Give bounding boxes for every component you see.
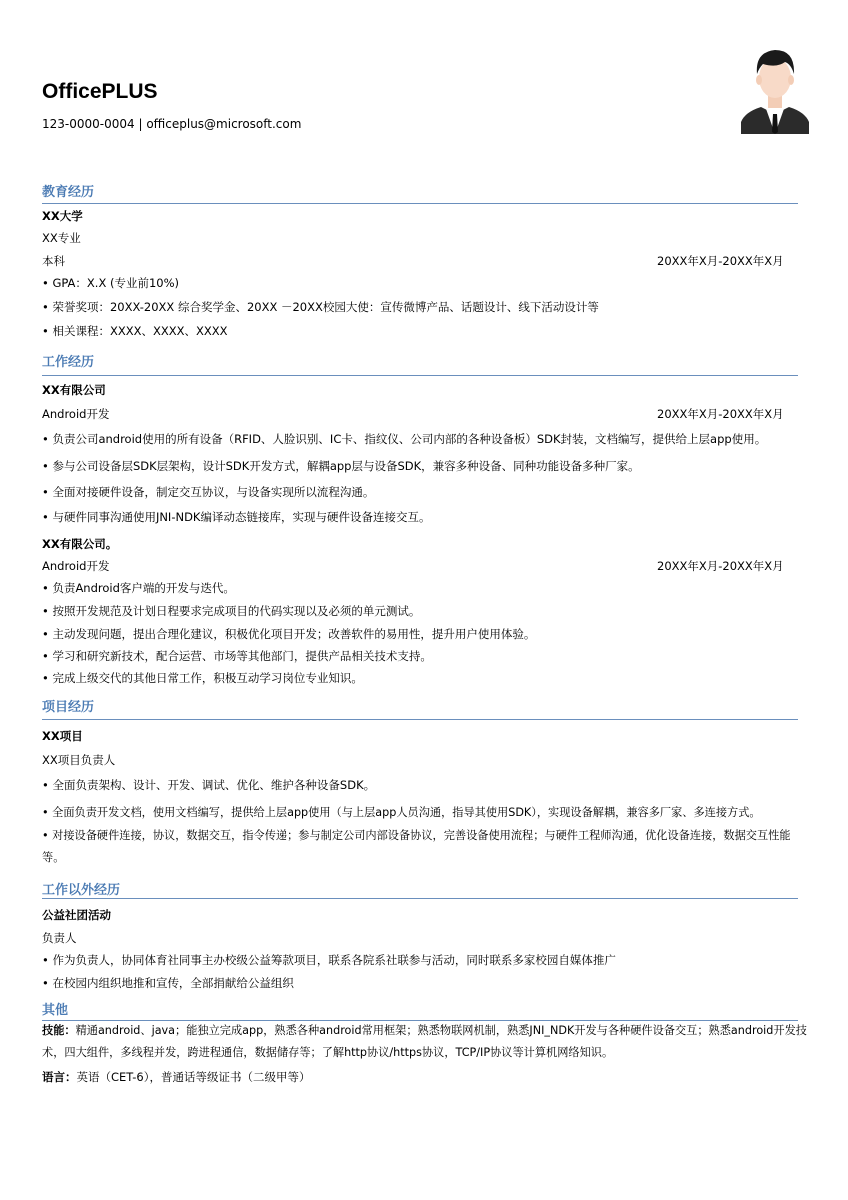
- section-divider: [42, 898, 798, 899]
- section-title-other: 其他: [42, 1003, 69, 1018]
- job-bullet: • 负责公司android使用的所有设备（RFID、人脸识别、IC卡、指纹仪、公司内部的各种设备板）SDK封装，文档编写，提供给上层app使用。: [42, 432, 767, 446]
- education-date: 20XX年X月-20XX年X月: [657, 254, 784, 268]
- section-divider: [42, 719, 798, 720]
- major: XX专业: [42, 231, 81, 245]
- organization-name: 公益社团活动: [42, 908, 111, 922]
- education-bullet: • 相关课程：XXXX、XXXX、XXXX: [42, 324, 228, 338]
- skills-paragraph: [42, 1020, 810, 1064]
- degree: 本科: [42, 254, 65, 268]
- contact-info: 123-0000-0004 | officeplus@microsoft.com: [42, 117, 302, 131]
- job-date: 20XX年X月-20XX年X月: [657, 559, 784, 573]
- job-bullet: • 负责Android客户端的开发与迭代。: [42, 581, 235, 595]
- education-bullet: • 荣誉奖项：20XX-20XX 综合奖学金、20XX －20XX校园大使：宣传微博产品、话题设计、线下活动设计等: [42, 300, 599, 314]
- project-role: XX项目负责人: [42, 753, 116, 767]
- job-bullet: • 全面对接硬件设备，制定交互协议，与设备实现所以流程沟通。: [42, 485, 375, 499]
- school-name: XX大学: [42, 209, 83, 223]
- section-title-work: 工作经历: [42, 355, 95, 370]
- section-title-education: 教育经历: [42, 185, 95, 200]
- job-bullet: • 完成上级交代的其他日常工作，积极互动学习岗位专业知识。: [42, 671, 363, 685]
- job-role: Android开发: [42, 407, 110, 421]
- section-divider: [42, 375, 798, 376]
- company-name: XX有限公司。: [42, 537, 118, 551]
- project-bullet: • 对接设备硬件连接，协议，数据交互，指令传递；参与制定公司内部设备协议，完善设备使用流程；与硬件工程师沟通，优化设备连接，数据交互性能等。: [42, 829, 791, 864]
- education-bullet: • GPA：X.X (专业前10%): [42, 276, 180, 290]
- job-bullet: • 参与公司设备层SDK层架构，设计SDK开发方式，解耦app层与设备SDK，兼容多种设备、同种功能设备多种厂家。: [42, 459, 640, 473]
- job-role: Android开发: [42, 559, 110, 573]
- project-name: XX项目: [42, 729, 83, 743]
- skills-text: 精通android、java；能独立完成app，熟悉各种android常用框架；熟悉物联网机制，熟悉JNI_NDK开发与各种硬件设备交互；熟悉android开发技术，四大组件，多线程并发，跨进程通信，数据储存等；了解http协议/https协议，TCP/IP协议等计算机网络知识。: [42, 1024, 807, 1059]
- job-bullet: • 按照开发规范及计划日程要求完成项目的代码实现以及必须的单元测试。: [42, 604, 421, 618]
- extra-bullet: • 作为负责人，协同体育社同事主办校级公益筹款项目，联系各院系社联参与活动，同时联系多家校园自媒体推广: [42, 953, 616, 967]
- project-bullet: • 全面负责架构、设计、开发、调试、优化、维护各种设备SDK。: [42, 778, 376, 792]
- job-bullet: • 学习和研究新技术，配合运营、市场等其他部门，提供产品相关技术支持。: [42, 649, 432, 663]
- job-date: 20XX年X月-20XX年X月: [657, 407, 784, 421]
- project-bullet: • 全面负责开发文档，使用文档编写，提供给上层app使用（与上层app人员沟通，指导其使用SDK），实现设备解耦，兼容多厂家、多连接方式。: [42, 806, 761, 819]
- skills-label: 技能：: [42, 1024, 76, 1037]
- job-bullet: • 主动发现问题，提出合理化建议，积极优化项目开发；改善软件的易用性，提升用户使用体验。: [42, 627, 536, 641]
- language-text: 英语（CET-6），普通话等级证书（二级甲等）: [76, 1070, 311, 1084]
- avatar: [741, 44, 809, 134]
- company-name: XX有限公司: [42, 383, 106, 397]
- section-title-extra: 工作以外经历: [42, 883, 121, 898]
- job-bullet: • 与硬件同事沟通使用JNI-NDK编译动态链接库，实现与硬件设备连接交互。: [42, 510, 431, 524]
- organization-role: 负责人: [42, 931, 77, 945]
- section-title-projects: 项目经历: [42, 700, 95, 715]
- extra-bullet: • 在校园内组织地推和宣传，全部捐献给公益组织: [42, 976, 294, 990]
- language-label: 语言：: [42, 1070, 77, 1084]
- language-line: [42, 1069, 310, 1085]
- candidate-name: OfficePLUS: [42, 80, 158, 103]
- section-divider: [42, 203, 798, 204]
- person-portrait-icon: [741, 44, 809, 134]
